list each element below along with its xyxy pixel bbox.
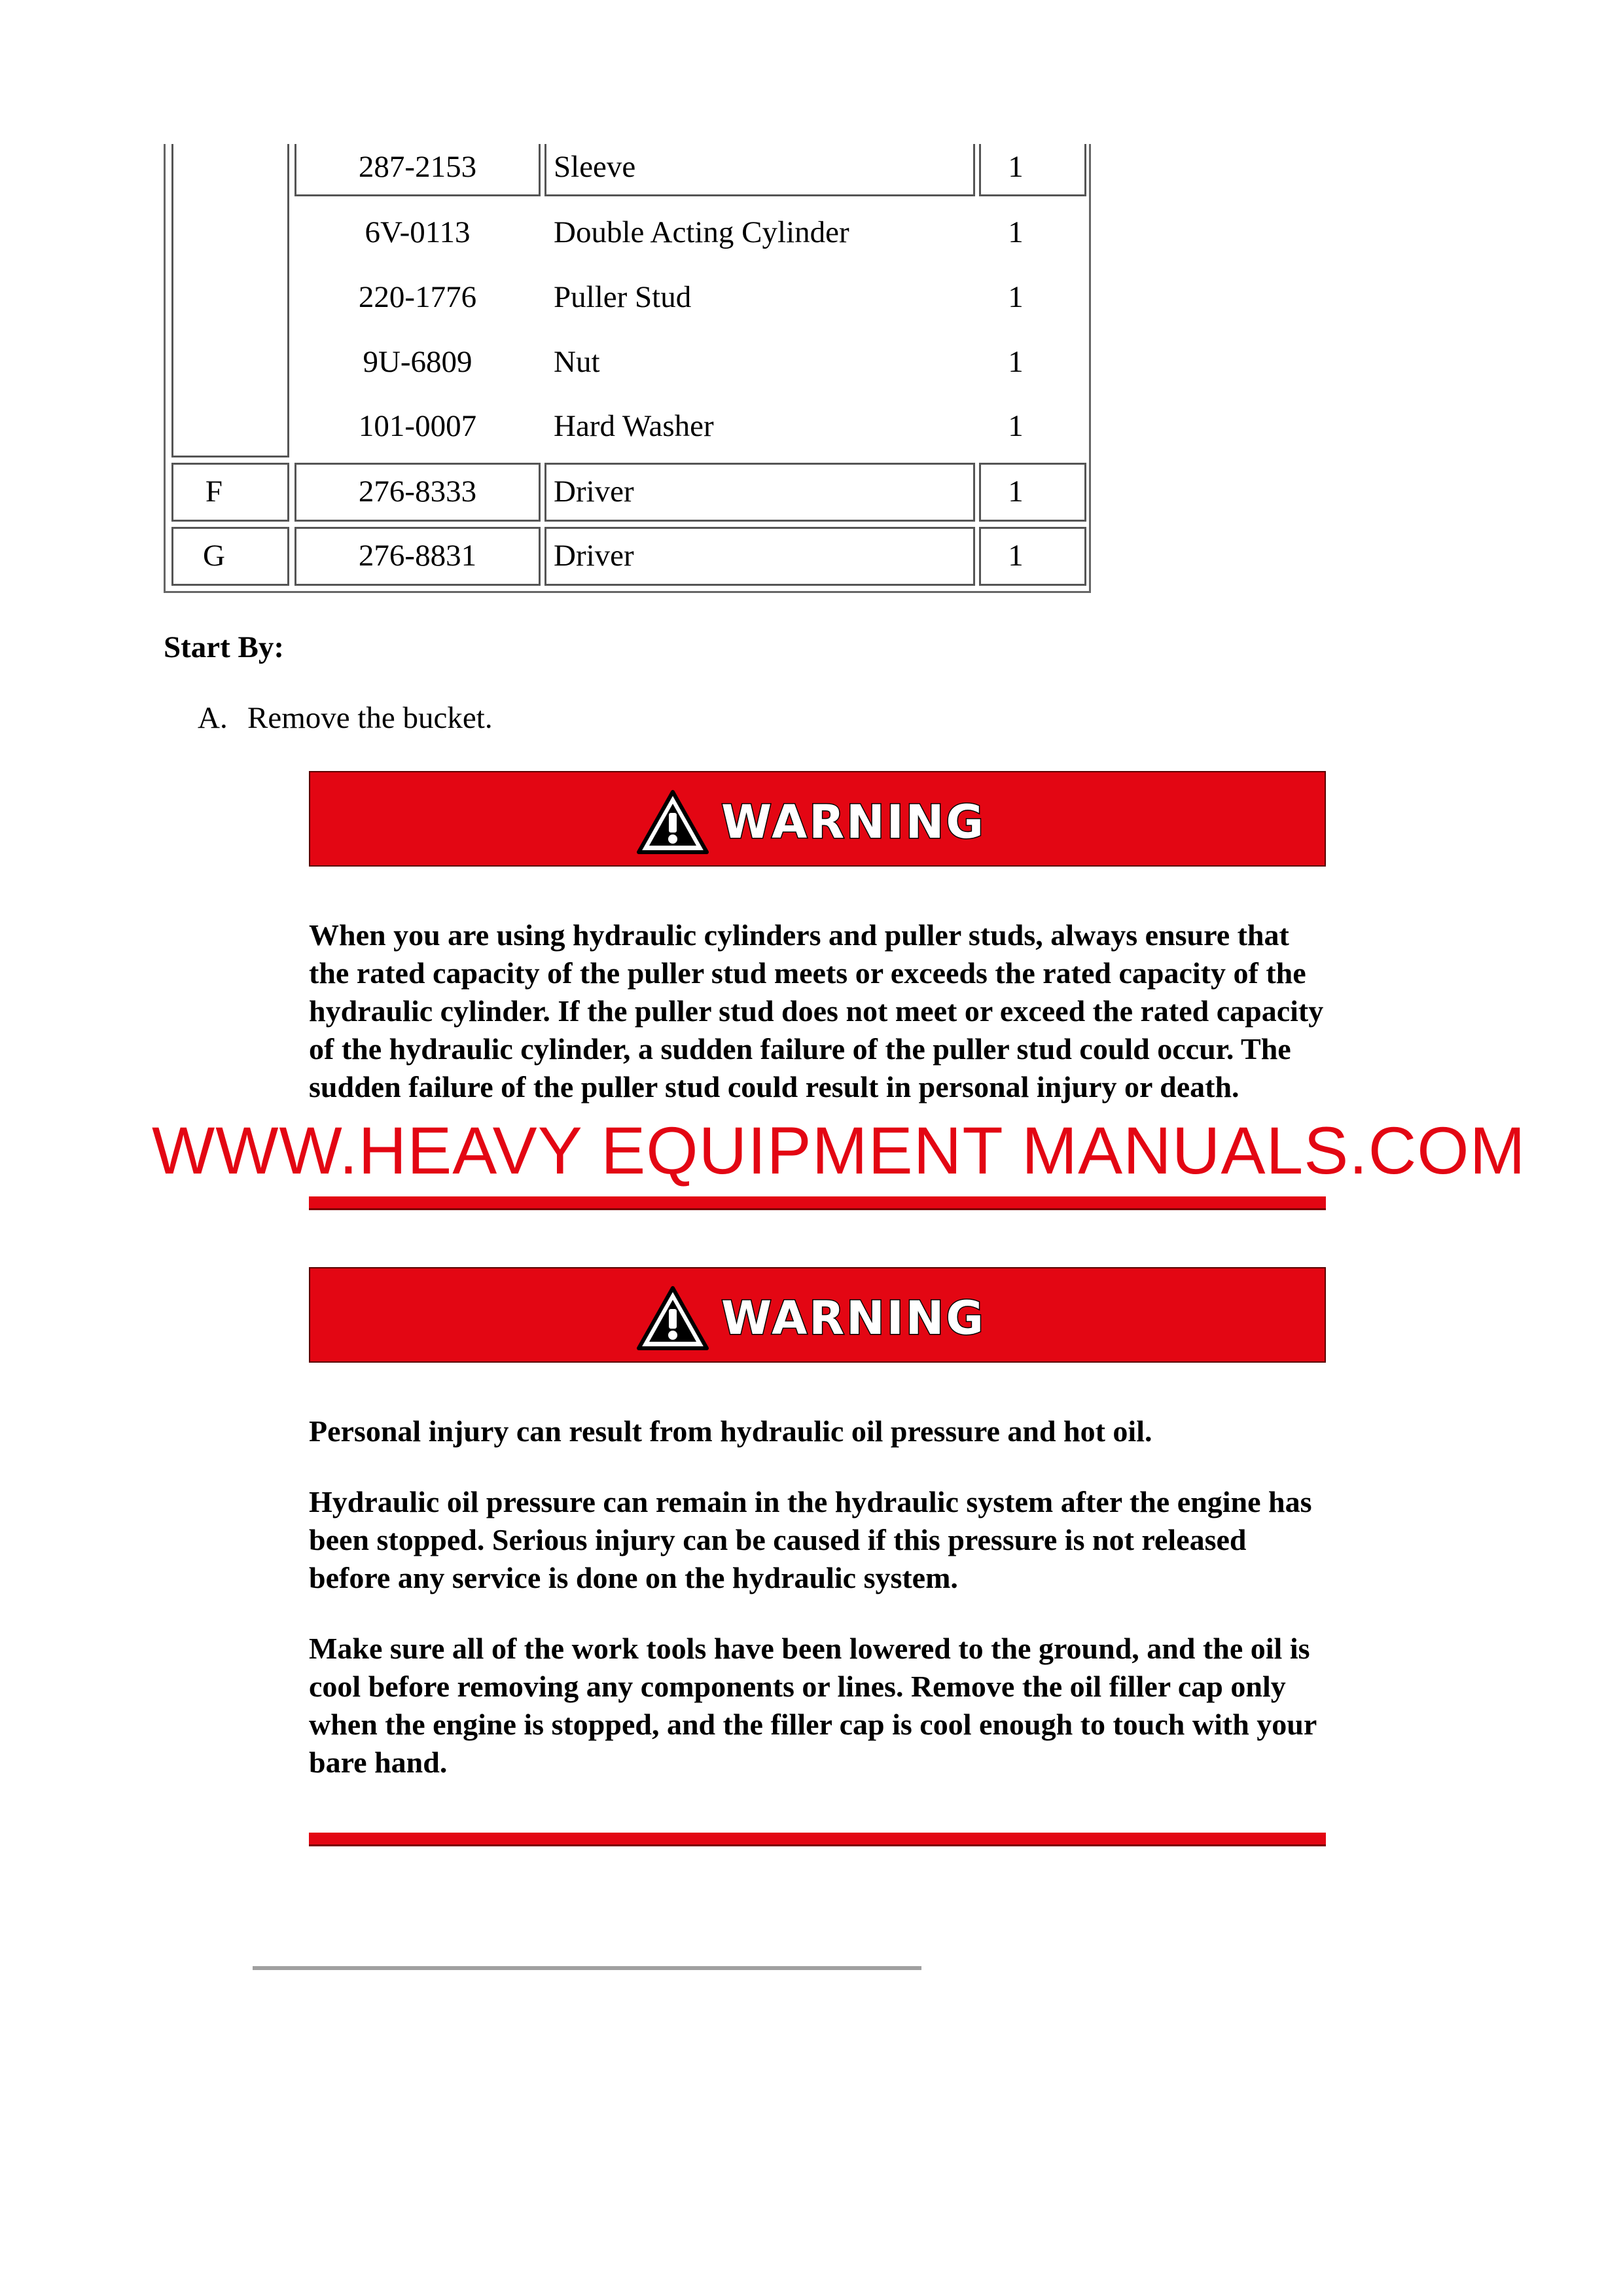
table-row-part: 276-8333 <box>358 475 477 509</box>
table-row-part: 101-0007 <box>358 409 477 443</box>
table-row-desc: Nut <box>554 345 600 379</box>
table-row-qty: 1 <box>1008 150 1024 184</box>
warning-paragraph: When you are using hydraulic cylinders and puller studs, always ensure that the rated capacity of the puller stud meets or exceeds the rated capacity of the hydraulic cylinder. If the puller stud does not meet or exceed the rated capacity of the hydraulic cylinder, a sudden failure of the puller stud could occur. The sudden failure of the puller stud could result in personal injury or death. <box>309 918 1324 1103</box>
table-frame-left <box>164 144 166 593</box>
warning-text <box>309 916 1330 1139</box>
table-row-desc: Driver <box>554 539 634 573</box>
table-row-desc: Driver <box>554 475 634 509</box>
page-divider <box>253 1966 921 1970</box>
table-row-qty: 1 <box>1008 539 1024 573</box>
warning-paragraph: Hydraulic oil pressure can remain in the hydraulic system after the engine has been stopped. Serious injury can be caused if this pressure is not released before any service is done on the hydraulic system. <box>309 1485 1312 1594</box>
table-row-part: 276-8831 <box>358 539 477 573</box>
watermark: WWW.HEAVY EQUIPMENT MANUALS.COM <box>152 1113 1526 1188</box>
table-row-qty: 1 <box>1008 409 1024 443</box>
table-frame-right <box>1089 144 1091 593</box>
table-row-part: 6V-0113 <box>365 215 471 249</box>
table-row-desc: Sleeve <box>554 150 636 184</box>
start-by-heading: Start By: <box>164 630 285 664</box>
warning-triangle-icon <box>636 1285 709 1351</box>
table-row-qty: 1 <box>1008 215 1024 249</box>
start-by-step <box>198 700 493 736</box>
table-tool-merged-cell <box>171 144 289 457</box>
warning-paragraph: Make sure all of the work tools have been lowered to the ground, and the oil is cool before removing any components or lines. Remove the oil filler cap only when the engine is stopped, and the filler cap is cool enough to touch with your bare hand. <box>309 1632 1317 1779</box>
warning-label: WARNING <box>721 795 986 849</box>
warning-banner <box>309 1267 1326 1363</box>
warning-triangle-icon <box>636 789 709 855</box>
warning-banner <box>309 771 1326 867</box>
step-text: Remove the bucket. <box>247 701 493 735</box>
warning-label: WARNING <box>721 1291 986 1345</box>
warning-text <box>309 1412 1330 1814</box>
table-row-part: 287-2153 <box>358 150 477 184</box>
table-row-desc: Puller Stud <box>554 280 692 314</box>
table-row-desc: Hard Washer <box>554 409 714 443</box>
warning-end-rule <box>309 1196 1326 1210</box>
table-row-qty: 1 <box>1008 280 1024 314</box>
table-frame-bottom <box>164 591 1091 593</box>
warning-paragraph: Personal injury can result from hydraulic oil pressure and hot oil. <box>309 1414 1152 1448</box>
step-letter: A. <box>198 701 228 735</box>
warning-end-rule <box>309 1833 1326 1846</box>
table-row-qty: 1 <box>1008 475 1024 509</box>
table-row-tool: G <box>203 539 225 573</box>
table-row-part: 9U-6809 <box>363 345 473 379</box>
table-row-qty: 1 <box>1008 345 1024 379</box>
table-row-desc: Double Acting Cylinder <box>554 215 849 249</box>
table-row-part: 220-1776 <box>358 280 477 314</box>
table-row-tool: F <box>205 475 223 509</box>
